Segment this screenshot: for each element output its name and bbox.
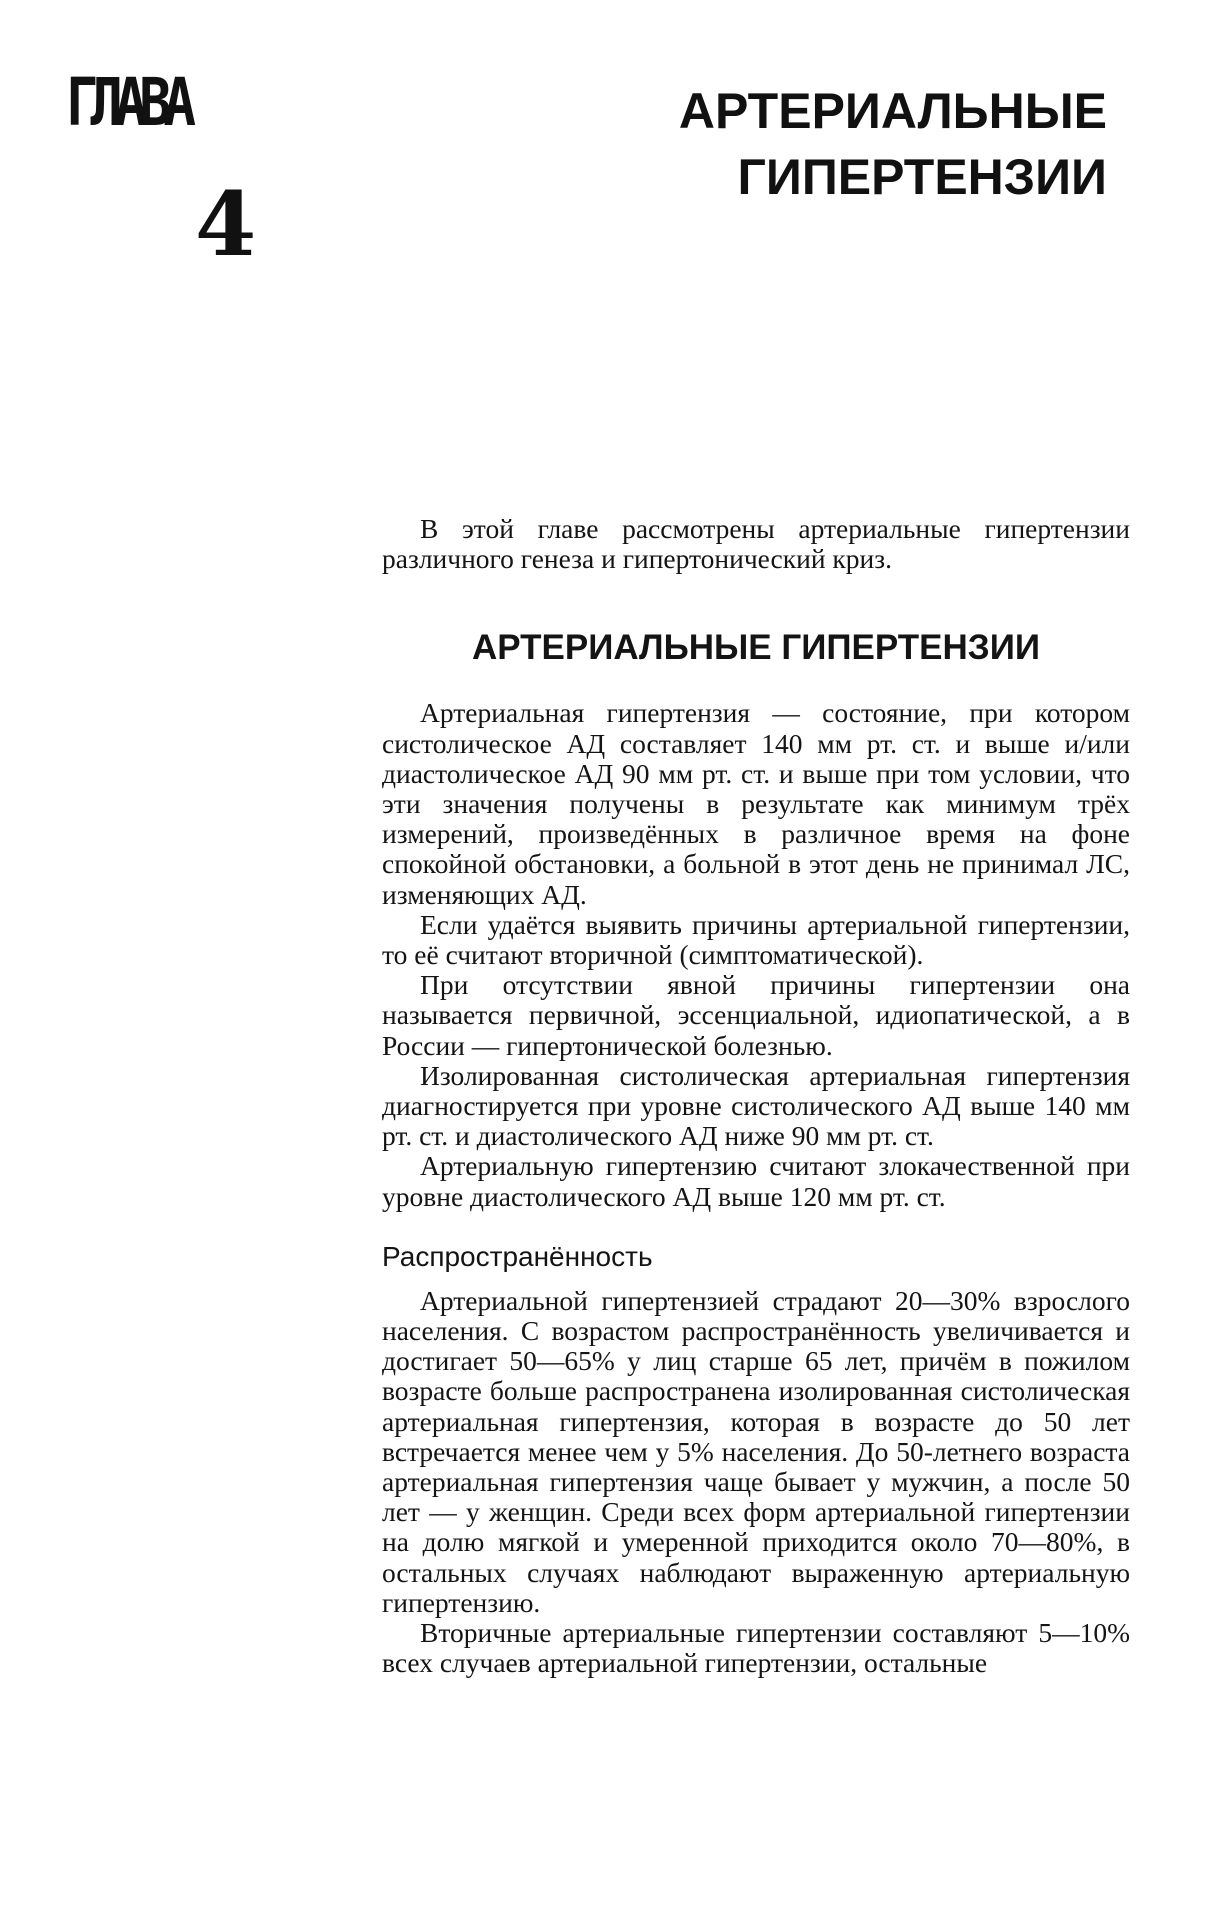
paragraph: Изолированная систолическая артериальная гипертензия диагностируется при уровне систолического АД выше 140 мм рт. ст. и диастолического АД ниже 90 мм рт. ст. — [382, 1059, 1130, 1152]
chapter-label: ГЛАВА — [66, 64, 188, 141]
paragraph: Артериальную гипертензию считают злокачественной при уровне диастолического АД выше 120 мм рт. ст. — [382, 1150, 1130, 1212]
section-heading: АРТЕРИАЛЬНЫЕ ГИПЕРТЕНЗИИ — [471, 628, 1041, 668]
paragraph: Вторичные артериальные гипертензии составляют 5—10% всех случаев артериальной гипертензии, остальные — [382, 1617, 1130, 1679]
paragraph: Если удаётся выявить причины артериальной гипертензии, то её считают вторичной (симптоматической). — [382, 908, 1130, 971]
chapter-number: 4 — [195, 172, 257, 276]
text-column — [382, 514, 1130, 1679]
chapter-title-line-2: ГИПЕРТЕНЗИИ — [737, 149, 1107, 205]
chapter-title — [679, 78, 1107, 210]
subsection-heading: Распространённость — [382, 1240, 653, 1272]
chapter-title-line-1: АРТЕРИАЛЬНЫЕ — [678, 83, 1107, 139]
chapter-intro: В этой главе рассмотрены артериальные гипертензии различного генеза и гипертонический криз. — [382, 513, 1130, 575]
paragraph: Артериальная гипертензия — состояние, при котором систолическое АД составляет 140 мм рт. ст. и выше и/или диастолическое АД 90 мм рт. ст. и выше при том условии, что эти значения получены в результате как минимум трёх измерений, произведённых в различное время на фоне спокойной обстановки, а больной в этот день не принимал ЛС, изменяющих АД. — [382, 697, 1130, 910]
paragraph: Артериальной гипертензией страдают 20—30% взрослого населения. С возрастом распространённость увеличивается и достигает 50—65% у лиц старше 65 лет, причём в пожилом возрасте больше распространена изолированная систолическая артериальная гипертензия, которая в возрасте до 50 лет встречается менее чем у 5% населения. До 50-летнего возраста артериальная гипертензия чаще бывает у мужчин, а после 50 лет — у женщин. Среди всех форм артериальной гипертензии на долю мягкой и умеренной приходится около 70—80%, в остальных случаях наблюдают выраженную артериальную гипертензию. — [382, 1284, 1130, 1618]
paragraph: При отсутствии явной причины гипертензии она называется первичной, эссенциальной, идиопатической, а в России — гипертонической болезнью. — [382, 969, 1130, 1061]
